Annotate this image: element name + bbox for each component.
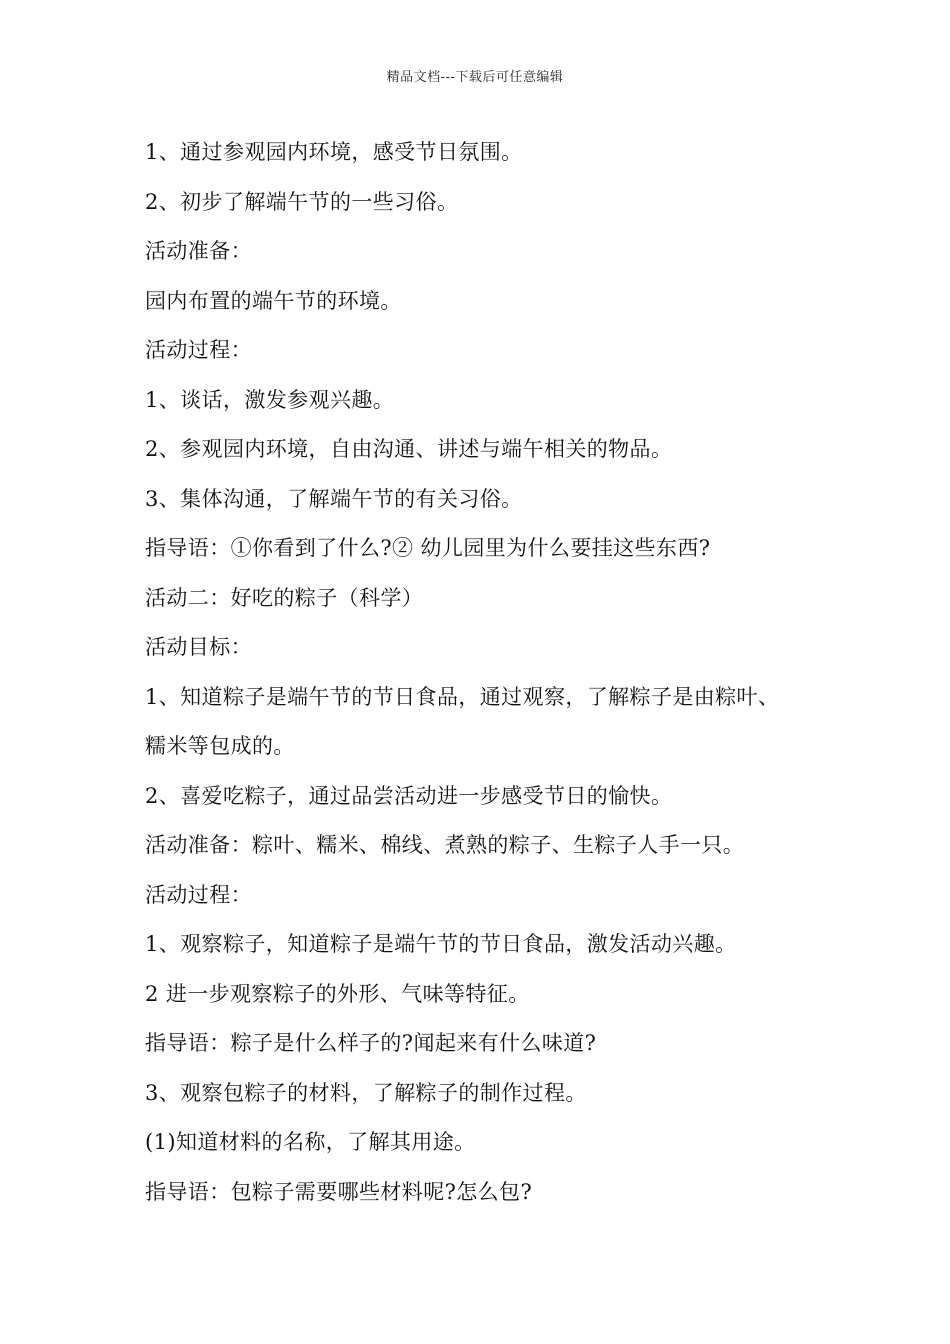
text-line: 1、通过参观园内环境，感受节日氛围。 [145, 140, 523, 164]
text-line: 2、初步了解端午节的一些习俗。 [145, 189, 459, 214]
text-line: 糯米等包成的。 [145, 734, 295, 758]
text-line: 1、知道粽子是端午节的节日食品，通过观察，了解粽子是由粽叶、 [145, 684, 780, 709]
document-body [145, 134, 825, 1223]
text-line: 活动准备： [145, 239, 252, 263]
text-line: 活动过程： [145, 338, 252, 362]
page-header: 精品文档---下载后可任意编辑 [386, 70, 564, 85]
text-line: 指导语：粽子是什么样子的?闻起来有什么味道? [145, 1031, 597, 1055]
text-line: (1)知道材料的名称，了解其用途。 [145, 1130, 476, 1154]
text-line: 3、观察包粽子的材料，了解粽子的制作过程。 [145, 1080, 587, 1105]
text-line: 2 进一步观察粽子的外形、气味等特征。 [145, 981, 530, 1006]
text-line: 2、喜爱吃粽子，通过品尝活动进一步感受节日的愉快。 [145, 783, 673, 808]
text-line: 3、集体沟通，了解端午节的有关习俗。 [145, 486, 523, 511]
text-line: 1、谈话，激发参观兴趣。 [145, 387, 395, 412]
text-line: 1、观察粽子，知道粽子是端午节的节日食品，激发活动兴趣。 [145, 932, 737, 956]
text-line: 活动准备：粽叶、糯米、棉线、煮熟的粽子、生粽子人手一只。 [145, 833, 745, 857]
text-line: 指导语：包粽子需要哪些材料呢?怎么包? [145, 1179, 533, 1204]
text-line: 活动目标： [145, 635, 252, 659]
text-line: 活动过程： [145, 882, 252, 907]
text-line: 2、参观园内环境，自由沟通、讲述与端午相关的物品。 [145, 437, 673, 461]
text-line: 指导语：①你看到了什么?② 幼儿园里为什么要挂这些东西? [145, 536, 711, 560]
text-line: 活动二：好吃的粽子（科学） [145, 585, 424, 610]
text-line: 园内布置的端午节的环境。 [145, 288, 402, 313]
